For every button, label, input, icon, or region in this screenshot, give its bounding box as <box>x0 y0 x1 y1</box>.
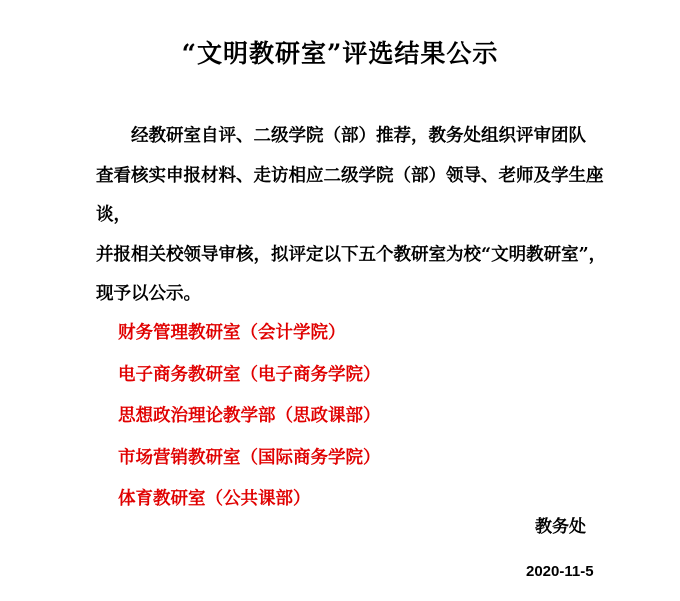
paragraph-line: 经教研室自评、二级学院（部）推荐，教务处组织评审团队 <box>96 126 586 146</box>
document-title: “文明教研室”评选结果公示 <box>181 39 499 68</box>
winner-item: 财务管理教研室（会计学院） <box>118 323 346 343</box>
signer: 教务处 <box>535 517 586 537</box>
publish-date: 2020-11-5 <box>526 563 594 580</box>
winner-item: 电子商务教研室（电子商务学院） <box>118 364 381 385</box>
winner-list <box>118 313 381 521</box>
paragraph-line: 并报相关校领导审核，拟评定以下五个教研室为校“文明教研室”， <box>96 244 607 265</box>
paragraph-line: 现予以公示。 <box>96 284 201 304</box>
winner-item: 市场营销教研室（国际商务学院） <box>118 447 381 468</box>
announcement-paragraph <box>96 117 616 315</box>
winner-item: 体育教研室（公共课部） <box>118 489 311 509</box>
winner-item: 思想政治理论教学部（思政课部） <box>118 406 381 426</box>
paragraph-line: 查看核实申报材料、走访相应二级学院（部）领导、老师及学生座谈， <box>96 165 604 225</box>
